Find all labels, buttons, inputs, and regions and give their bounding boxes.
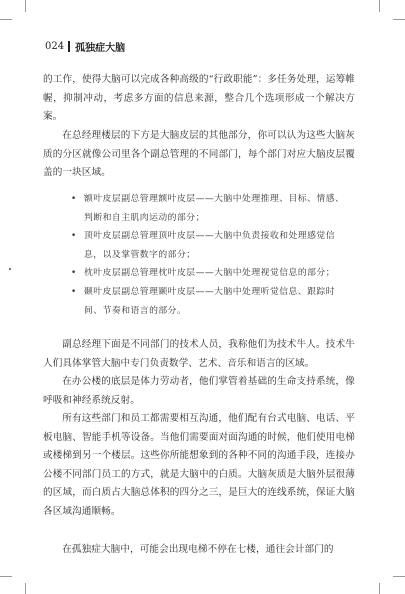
list-item-text: 额叶皮层副总管理额叶皮层——大脑中处理推理、目标、情感、判断和自主肌肉运动的部分；	[84, 194, 345, 223]
paragraph: 的工作，使得大脑可以完成各种高级的“行政职能”：多任务处理，运筹帷幄，抑制冲动，考虑多方面的信息来源，整合几个选项形成一个解决方案。	[43, 74, 355, 123]
paragraph: 副总经理下面是不同部门的技术人员，我称他们为技术牛人。技术牛人们具体掌管大脑中专门负责数学、艺术、音乐和语言的区域。	[43, 339, 355, 369]
crop-mark-bottom-right-v	[379, 583, 380, 594]
cortex-list	[71, 190, 351, 320]
list-item	[71, 227, 351, 264]
crop-mark-top-left-h	[0, 19, 12, 20]
bullet-dot: •	[71, 231, 77, 242]
list-item	[71, 264, 351, 283]
crop-mark-bottom-right-h	[393, 576, 405, 577]
list-item	[71, 190, 351, 227]
bullet-dot: •	[71, 286, 77, 297]
bullet-dot: •	[71, 194, 77, 204]
header-divider	[68, 41, 70, 52]
paragraph: 在孤独症大脑中，可能会出现电梯不停在七楼，通往会计部门的	[62, 544, 334, 555]
crop-mark-top-right-v	[379, 0, 380, 12]
crop-mark-top-right-h	[393, 19, 405, 20]
list-item-text: 颞叶皮层副总管理颞叶皮层——大脑中处理听觉信息、跟踪时间、节奏和语言的部分。	[84, 286, 336, 316]
list-item	[71, 283, 351, 320]
margin-dot	[9, 268, 11, 270]
crop-mark-bottom-left-v	[25, 583, 26, 594]
running-header	[45, 39, 125, 54]
crop-mark-top-left-v	[25, 0, 26, 12]
list-item-text: 顶叶皮层副总管理顶叶皮层——大脑中负责接收和处理感觉信息，以及掌管数字的部分；	[84, 231, 336, 260]
paragraph: 在总经理楼层的下方是大脑皮层的其他部分，你可以认为这些大脑灰质的分区就像公司里各个副总管理的不同部门，每个部门对应大脑皮层覆盖的一块区域。	[43, 130, 355, 179]
page-number: 024	[45, 41, 65, 52]
paragraph: 所有这些部门和员工都需要相互沟通，他们配有台式电脑、电话、平板电脑、智能手机等设备。当他们需要面对面沟通的时候，他们使用电梯或楼梯到另一个楼层。这些你所能想象到的各种不同的沟通手段，连接办公楼不同部门员工的方式，就是大脑中的白质。大脑灰质是大脑外层很薄的区域，而白质占大脑总体积的四分之三，是巨大的连线系统，保证大脑各区域沟通顺畅。	[43, 413, 355, 517]
list-item-text: 枕叶皮层副总管理枕叶皮层——大脑中处理视觉信息的部分；	[84, 268, 336, 279]
book-title: 孤独症大脑	[75, 43, 126, 54]
crop-mark-bottom-left-h	[0, 576, 12, 577]
bullet-dot: •	[71, 268, 77, 279]
paragraph: 在办公楼的底层是体力劳动者，他们掌管着基础的生命支持系统，像呼吸和神经系统反射。	[43, 376, 355, 406]
